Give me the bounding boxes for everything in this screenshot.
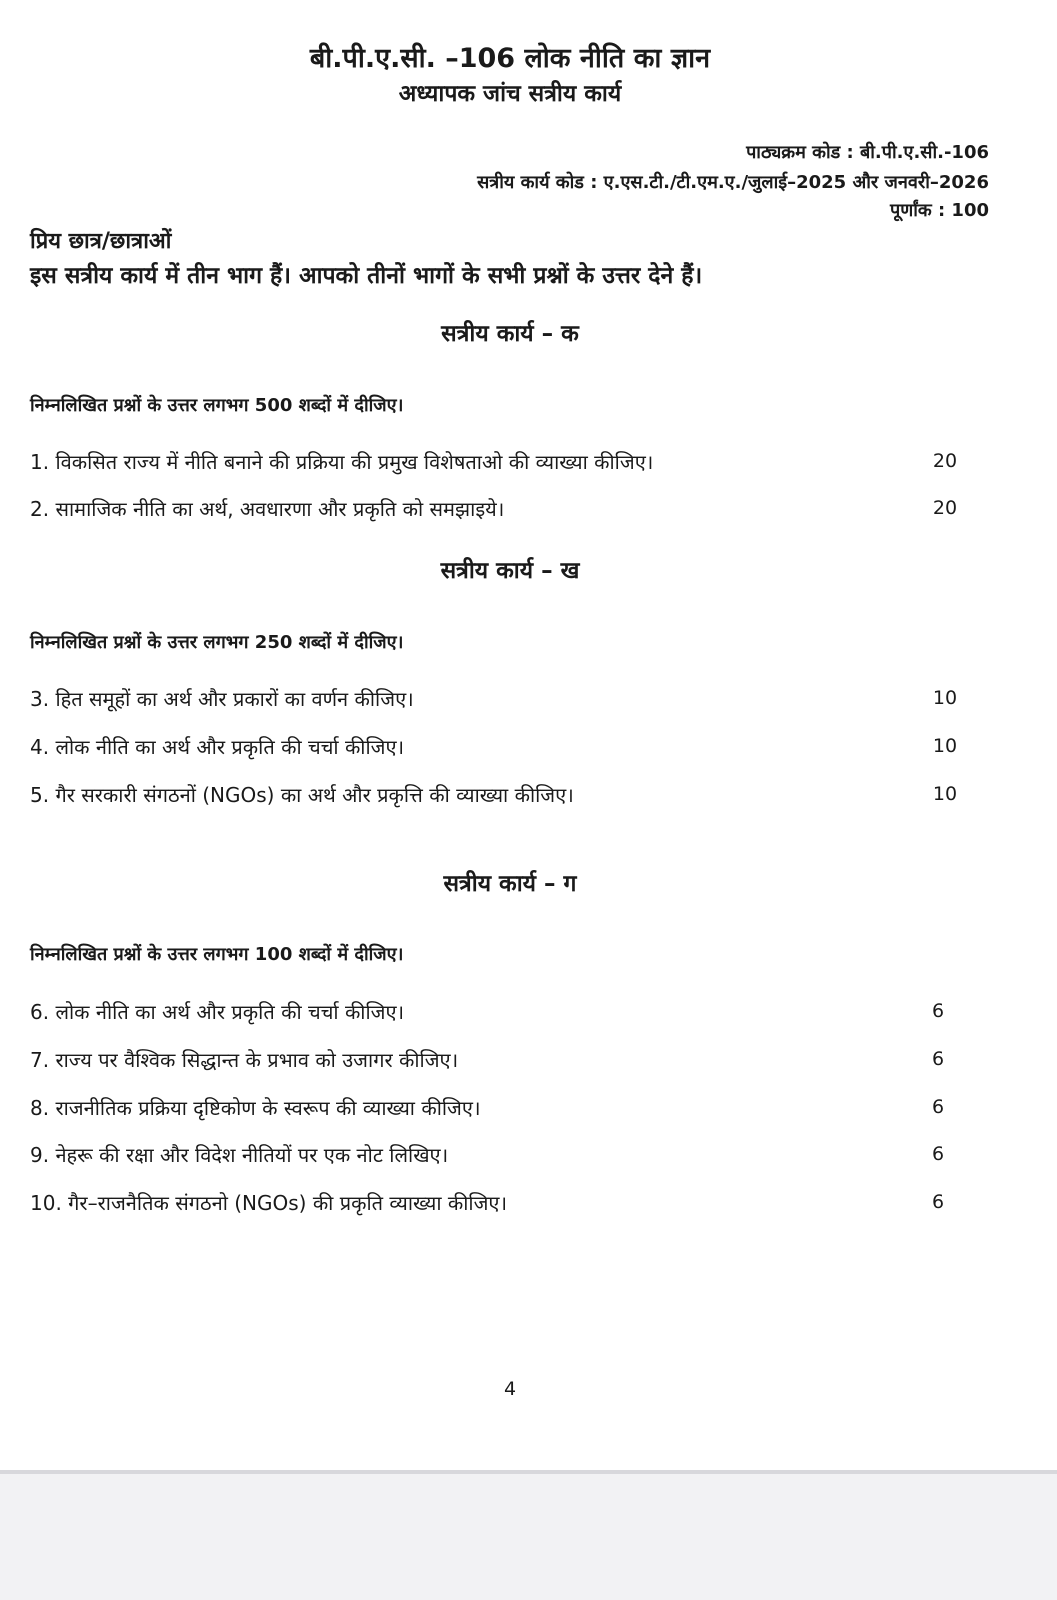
question-10-marks: 6: [931, 1191, 945, 1213]
question-3-marks: 10: [932, 687, 958, 709]
question-4: 4. लोक नीति का अर्थ और प्रकृति की चर्चा कीजिए।: [30, 735, 405, 759]
question-3: 3. हित समूहों का अर्थ और प्रकारों का वर्णन कीजिए।: [30, 687, 414, 711]
max-marks: पूर्णांक : 100: [889, 200, 989, 221]
question-5-marks: 10: [932, 783, 958, 805]
course-code: पाठ्यक्रम कोड : बी.पी.ए.सी.-106: [746, 142, 989, 163]
document-subtitle: अध्यापक जांच सत्रीय कार्य: [398, 81, 622, 107]
section-c-title: सत्रीय कार्य – ग: [443, 871, 577, 897]
question-1-marks: 20: [932, 450, 958, 472]
section-b-instruction: निम्नलिखित प्रश्नों के उत्तर लगभग 250 शब्दों में दीजिए।: [30, 632, 404, 653]
question-7-marks: 6: [931, 1048, 945, 1070]
section-a-title: सत्रीय कार्य – क: [441, 321, 579, 347]
question-7: 7. राज्य पर वैश्विक सिद्धान्त के प्रभाव को उजागर कीजिए।: [30, 1048, 459, 1072]
question-6: 6. लोक नीति का अर्थ और प्रकृति की चर्चा कीजिए।: [30, 1000, 405, 1024]
question-2-marks: 20: [932, 497, 958, 519]
document-title: बी.पी.ए.सी. –106 लोक नीति का ज्ञान: [309, 43, 711, 74]
page-number: 4: [503, 1378, 517, 1400]
assignment-code: सत्रीय कार्य कोड : ए.एस.टी./टी.एम.ए./जुलाई–2025 और जनवरी–2026: [477, 172, 989, 193]
intro-text: इस सत्रीय कार्य में तीन भाग हैं। आपको तीनों भागों के सभी प्रश्नों के उत्तर देने हैं।: [30, 263, 703, 289]
question-4-marks: 10: [932, 735, 958, 757]
page-divider: [0, 1470, 1057, 1474]
question-2: 2. सामाजिक नीति का अर्थ, अवधारणा और प्रकृति को समझाइये।: [30, 497, 505, 521]
question-5: 5. गैर सरकारी संगठनों (NGOs) का अर्थ और प्रकृत्ति की व्याख्या कीजिए।: [30, 783, 574, 807]
section-c-instruction: निम्नलिखित प्रश्नों के उत्तर लगभग 100 शब्दों में दीजिए।: [30, 944, 404, 965]
question-6-marks: 6: [931, 1000, 945, 1022]
section-b-title: सत्रीय कार्य – ख: [440, 558, 580, 584]
question-9: 9. नेहरू की रक्षा और विदेश नीतियों पर एक नोट लिखिए।: [30, 1143, 449, 1167]
section-a-instruction: निम्नलिखित प्रश्नों के उत्तर लगभग 500 शब्दों में दीजिए।: [30, 395, 404, 416]
question-8-marks: 6: [931, 1096, 945, 1118]
question-1: 1. विकसित राज्य में नीति बनाने की प्रक्रिया की प्रमुख विशेषताओ की व्याख्या कीजिए।: [30, 450, 654, 474]
question-10: 10. गैर–राजनैतिक संगठनो (NGOs) की प्रकृति व्याख्या कीजिए।: [30, 1191, 508, 1215]
greeting: प्रिय छात्र/छात्राओं: [30, 229, 172, 254]
question-8: 8. राजनीतिक प्रक्रिया दृष्टिकोण के स्वरूप की व्याख्या कीजिए।: [30, 1096, 481, 1120]
question-9-marks: 6: [931, 1143, 945, 1165]
